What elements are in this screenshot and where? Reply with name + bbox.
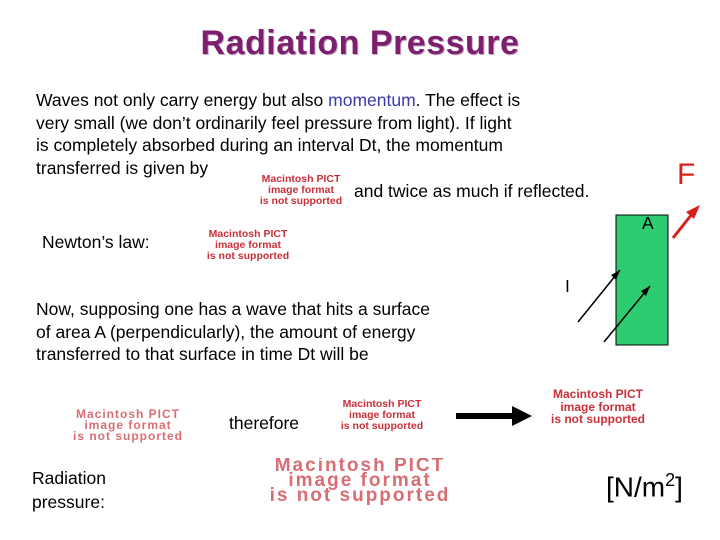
placeholder-line: image format — [215, 239, 281, 252]
intro-line-3: is completely absorbed during an interval Dt, the momentum — [36, 135, 503, 155]
momentum-formula-image — [256, 174, 346, 207]
therefore-formula-image — [330, 399, 434, 432]
radiation-pressure-label — [32, 466, 106, 514]
radiation-diagram — [560, 160, 720, 360]
units-label — [606, 470, 683, 503]
placeholder-line: is not supported — [340, 420, 424, 433]
energy-formula-image — [48, 409, 208, 442]
placeholder-line: Macintosh PICT — [208, 228, 288, 240]
placeholder-line: is not supported — [206, 250, 290, 263]
intro-paragraph — [36, 89, 616, 179]
incident-ray-1 — [578, 270, 620, 322]
placeholder-line: image format — [268, 184, 334, 197]
radiation-pressure-line-2: pressure: — [32, 492, 105, 512]
newton-law-formula-image — [203, 229, 293, 262]
placeholder-line: Macintosh PICT — [75, 407, 180, 421]
wave-line-1: Now, supposing one has a wave that hits a surface — [36, 299, 430, 319]
wave-line-3: transferred to that surface in time Dt will be — [36, 344, 369, 364]
placeholder-line: Macintosh PICT — [342, 398, 422, 410]
force-label: F — [677, 158, 696, 191]
area-label: A — [642, 213, 654, 233]
radiation-pressure-formula-image — [140, 458, 580, 514]
placeholder-line: image format — [288, 470, 432, 491]
intro-line-2: very small (we don’t ordinarily feel pressure from light). If light — [36, 112, 512, 133]
radiation-pressure-line-1: Radiation — [32, 468, 106, 488]
placeholder-line: is not supported — [259, 195, 343, 208]
therefore-label: therefore — [229, 413, 300, 433]
placeholder-line: Macintosh PICT — [552, 387, 643, 401]
placeholder-line: image format — [560, 399, 636, 414]
wave-line-2: of area A (perpendicularly), the amount of energy — [36, 321, 416, 342]
newton-law-label: Newton’s law: — [42, 232, 150, 252]
implies-arrow-icon — [456, 404, 536, 428]
slide-title: Radiation Pressure — [200, 24, 520, 62]
placeholder-line: image format — [84, 418, 172, 432]
reflected-note: and twice as much if reflected. — [354, 181, 590, 201]
units-exponent: 2 — [665, 470, 676, 490]
intro-line-1-text: Waves not only carry energy but also — [36, 90, 329, 110]
absorbing-surface — [616, 215, 668, 345]
placeholder-line: image format — [349, 409, 415, 422]
wave-paragraph — [36, 298, 516, 366]
placeholder-line: is not supported — [73, 429, 183, 443]
momentum-word: momentum — [328, 90, 416, 110]
intro-line-4: transferred is given by — [36, 157, 209, 178]
intensity-label: I — [565, 276, 570, 296]
units-base: [N/m — [606, 471, 666, 503]
intro-line-1-end: . The effect is — [415, 90, 521, 110]
placeholder-line: Macintosh PICT — [261, 173, 341, 185]
placeholder-line: is not supported — [269, 485, 451, 506]
intro-line-1 — [36, 89, 616, 112]
placeholder-line: is not supported — [551, 412, 645, 427]
result-formula-image — [548, 388, 648, 426]
units-close: ] — [675, 471, 683, 503]
placeholder-line: Macintosh PICT — [274, 458, 446, 476]
force-arrow — [673, 214, 692, 238]
